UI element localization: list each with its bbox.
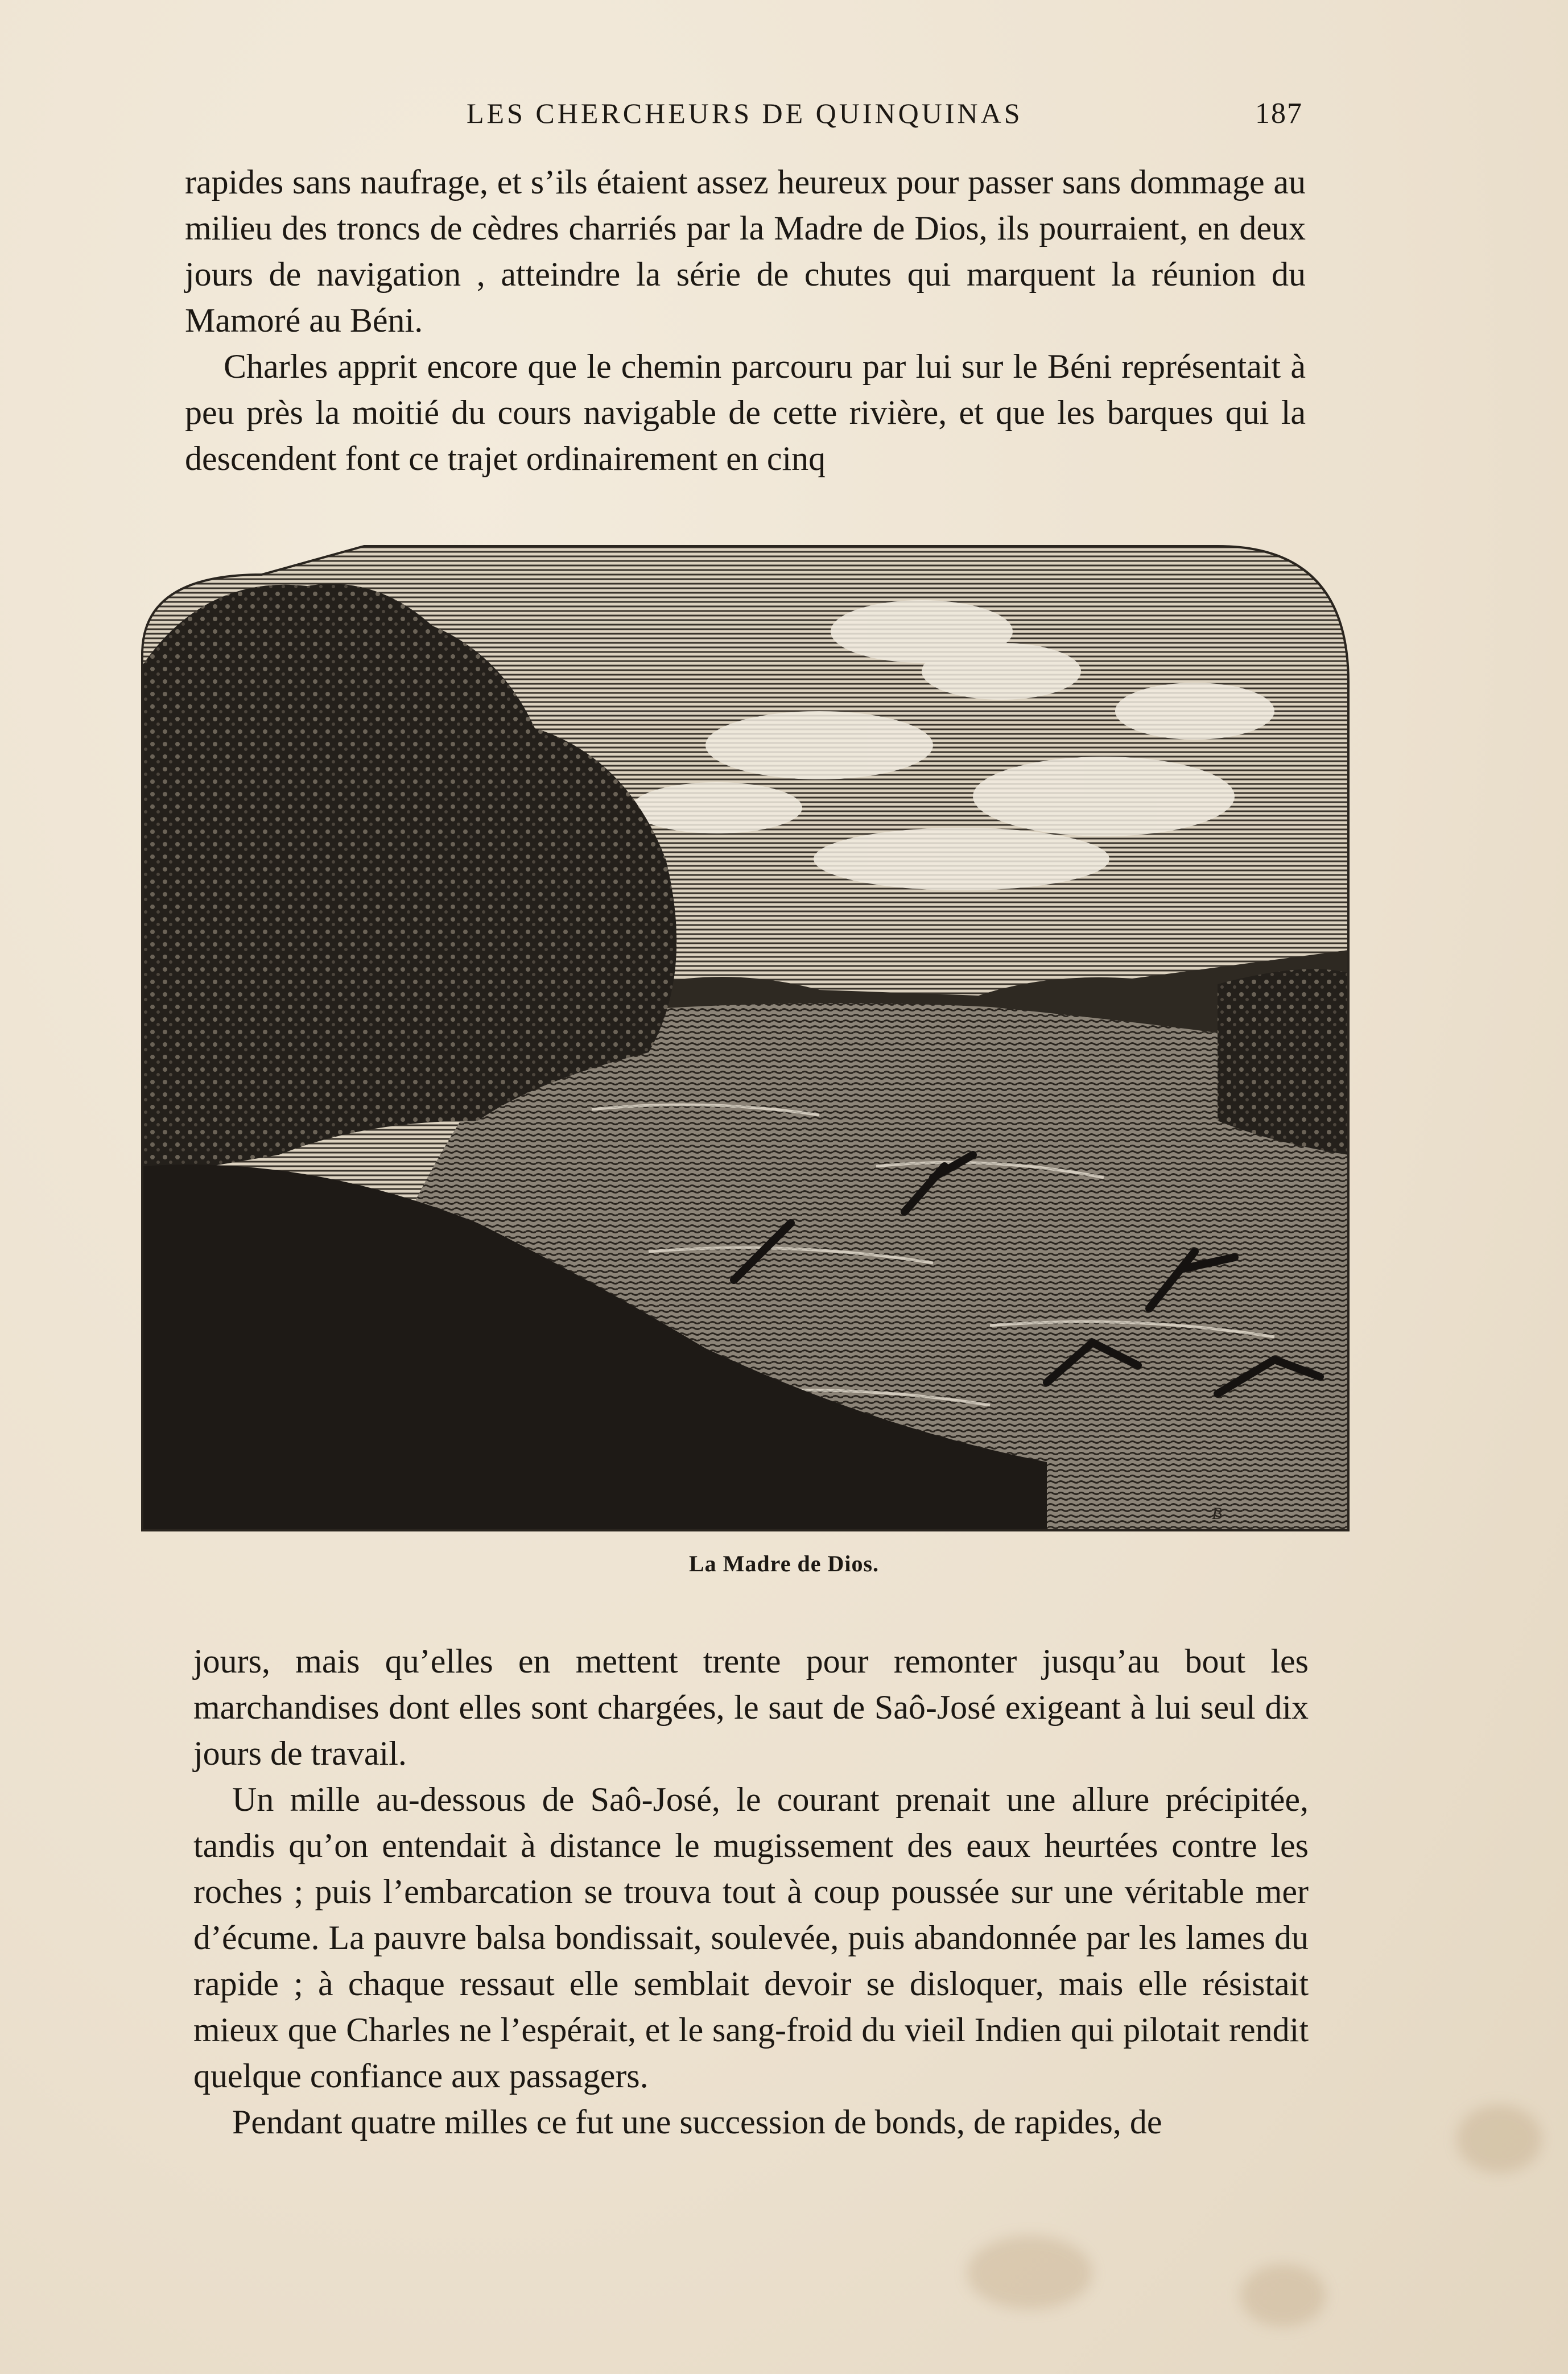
paragraph: jours, mais qu’elles en mettent trente pour remonter jusqu’au bout les marchandises dont elles sont chargées, le saut de Saô-José exigeant à lui seul dix jours de travail. (193, 1642, 1309, 1772)
engraving-illustration (137, 540, 1354, 1536)
paragraph: Charles apprit encore que le chemin parcouru par lui sur le Béni représentait à peu près la moitié du cours navigable de cette rivière, et que les barques qui la descendent font ce trajet ordinairement en cinq (185, 348, 1306, 477)
paragraph: rapides sans naufrage, et s’ils étaient assez heureux pour passer sans dommage au milieu des troncs de cèdres charriés par la Madre de Dios, ils pourraient, en deux jours de navigation , atteindre la série de chutes qui marquent la réunion du Mamoré au Béni. (185, 163, 1306, 339)
paper-stain (1456, 2105, 1542, 2173)
running-title: LES CHERCHEURS DE QUINQUINAS (467, 97, 1023, 129)
bottom-text-block (193, 1638, 1309, 2145)
right-forest-trees (1218, 969, 1348, 1155)
paper-stain (967, 2236, 1092, 2310)
page-header (188, 97, 1303, 142)
paper-stain (1240, 2264, 1326, 2327)
paragraph: Pendant quatre milles ce fut une succession de bonds, de rapides, de (232, 2103, 1162, 2141)
figure-caption: La Madre de Dios. (688, 1551, 880, 1576)
paragraph: Un mille au-dessous de Saô-José, le courant prenait une allure précipitée, tandis qu’on entendait à distance le mugissement des eaux heurtées contre les roches ; puis l’embarcation se trouva tout à coup poussée sur une véritable mer d’écume. La pauvre balsa bondissait, soulevée, puis abandonnée par les lames du rapide ; à chaque ressaut elle semblait devoir se disloquer, mais elle résistait mieux que Charles ne l’espérait, et le sang-froid du vieil Indien qui pilotait rendit quelque confiance aux passagers. (193, 1781, 1309, 2095)
page-number: 187 (1255, 97, 1303, 130)
river-engraving (137, 540, 1354, 1536)
engraver-mark: B (1212, 1504, 1223, 1523)
top-text-block (185, 159, 1306, 482)
